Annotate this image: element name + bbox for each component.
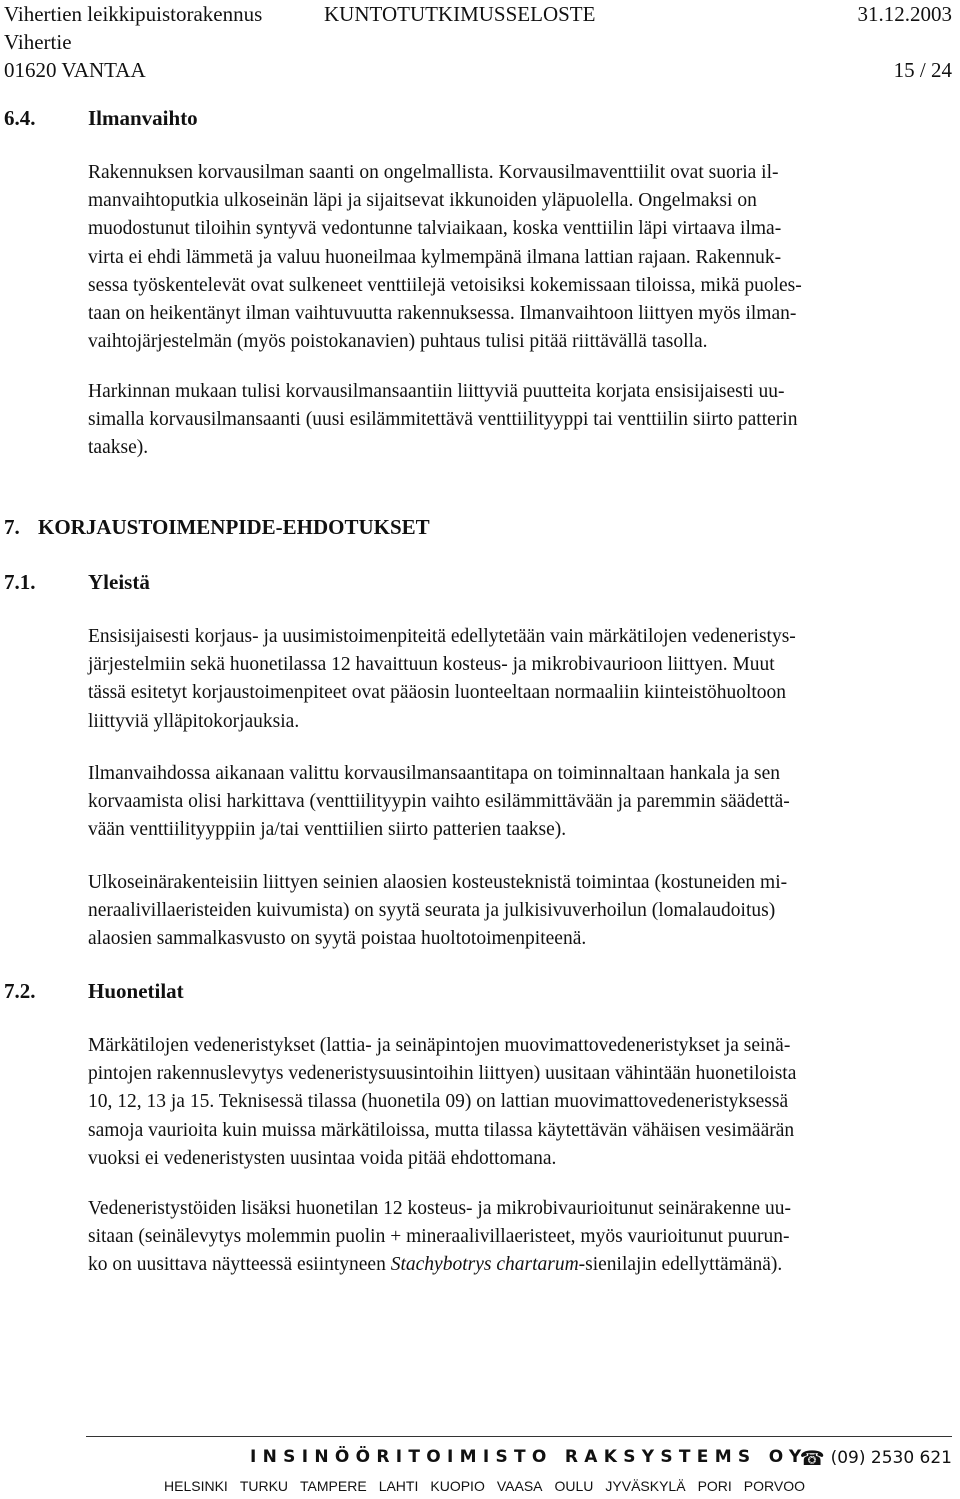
species-name: Stachybotrys chartarum xyxy=(390,1254,579,1276)
section-number: 6.4. xyxy=(4,106,36,130)
section-heading-7 xyxy=(4,515,430,540)
section-title: KORJAUSTOIMENPIDE-EHDOTUKSET xyxy=(38,515,430,539)
section-heading-6-4 xyxy=(4,106,198,131)
telephone-icon: ☎ xyxy=(799,1446,825,1470)
city: VAASA xyxy=(496,1478,543,1494)
header-doc-type: KUNTOTUTKIMUSSELOSTE xyxy=(324,2,596,26)
header-street: Vihertie xyxy=(4,30,72,54)
city: HELSINKI xyxy=(164,1478,228,1494)
header-org: Vihertien leikkipuistorakennus xyxy=(4,2,263,26)
city: KUOPIO xyxy=(430,1478,485,1494)
paragraph-general-3: Ulkoseinärakenteisiin liittyen seinien alaosien kosteusteknistä toimintaa (kostuneiden mi- neraalivillaeristeiden kuivumista) on syytä seurata ja julkisivuverhoilun (lomalaudoitus) alaosien sammalkasvusto on syytä poistaa huoltotoimenpiteenä. xyxy=(88,872,788,950)
paragraph-general-2: Ilmanvaihdossa aikanaan valittu korvausilmansaantitapa on toiminnaltaan hankala ja sen korvaamista olisi harkittava (venttiilityypin vaihto esilämmittävään ja paremmin säädettä- vään venttiilityyppiin ja/tai venttiilien siirto patterien taakse). xyxy=(88,763,790,841)
footer-cities xyxy=(164,1478,805,1494)
phone-number: (09) 2530 621 xyxy=(830,1448,952,1468)
city: TURKU xyxy=(239,1478,289,1494)
company-name: INSINÖÖRITOIMISTO RAKSYSTEMS OY xyxy=(250,1447,808,1467)
city: JYVÄSKYLÄ xyxy=(605,1478,686,1494)
city: TAMPERE xyxy=(300,1478,367,1494)
footer-phone xyxy=(800,1446,952,1470)
paragraph-ventilation-1: Rakennuksen korvausilman saanti on ongelmallista. Korvausilmaventtiilit ovat suoria il- manvaihtoputkia ulkoseinän läpi ja sijaitsevat ikkunoiden yläpuolella. Ongelmaksi on muodostunut tiloihin syntyvä vedontunne talviaikaan, koska venttiilin läpi virtaava ilma- virta ei ehdi lämmetä ja valuu huoneilmaa kylmempänä ilmana lattian rajaan. Rakennuk- sessa työskentelevät ovat sulkeneet venttiilejä vetoisiksi kokemissaan tiloissa, mikä puoles- taan on heikentänyt ilman vaihtuvuutta rakennuksessa. Ilmanvaihtoon liittyen myös ilman- vaihtojärjestelmän (myös poistokanavien) puhtaus tulisi pitää riittävällä tasolla. xyxy=(88,162,802,353)
paragraph-general-1: Ensisijaisesti korjaus- ja uusimistoimenpiteitä edellytetään vain märkätilojen vedeneristys- järjestelmiin sekä huonetilassa 12 havaittuun kosteus- ja mikrobivaurioon liittyen. Muut tässä esitetyt korjaustoimenpiteet ovat pääosin luonteeltaan normaaliin kiinteistöhuoltoon liittyviä ylläpitokorjauksia. xyxy=(88,626,796,732)
paragraph-rooms-2: Vedeneristystöiden lisäksi huonetilan 12 kosteus- ja mikrobivaurioitunut seinärakenne uu- sitaan (seinälevytys molemmin puolin + mineraalivillaeristeet, myös vaurioitunut puurun- ko on uusittava näytteessä esiintyneen Stachybotrys chartarum-sienilajin edellyttämänä). xyxy=(88,1198,791,1276)
section-heading-7-1 xyxy=(4,570,150,595)
paragraph-ventilation-2: Harkinnan mukaan tulisi korvausilmansaantiin liittyviä puutteita korjata ensisijaisesti uu- simalla korvausilmansaanti (uusi esilämmitettävä venttiilityyppi tai venttiilin siirto patterin taakse). xyxy=(88,381,798,459)
city: PORI xyxy=(697,1478,732,1494)
section-heading-7-2 xyxy=(4,979,184,1004)
paragraph-rooms-1: Märkätilojen vedeneristykset (lattia- ja seinäpintojen muovimattovedeneristykset ja seinä- pintojen rakennuslevytys vedeneristysuusintoihin liittyen) uusitaan vähintään huonetiloista 10, 12, 13 ja 15. Teknisessä tilassa (huonetila 09) on lattian muovimattovedeneristyksessä samoja vaurioita kuin muissa märkätiloissa, mutta tilassa käytettävän vähäisen vesimäärän vuoksi ei vedeneristysten uusintaa voida pitää ehdottomana. xyxy=(88,1035,797,1169)
city: LAHTI xyxy=(378,1478,419,1494)
section-number: 7. xyxy=(4,515,20,539)
section-title: Ilmanvaihto xyxy=(88,106,198,130)
city: OULU xyxy=(554,1478,594,1494)
footer-divider xyxy=(86,1436,952,1437)
section-number: 7.1. xyxy=(4,570,36,594)
section-number: 7.2. xyxy=(4,979,36,1003)
section-title: Huonetilat xyxy=(88,979,184,1003)
header-postal: 01620 VANTAA xyxy=(4,58,146,82)
section-title: Yleistä xyxy=(88,570,150,594)
page-number: 15 / 24 xyxy=(893,58,952,82)
header-date: 31.12.2003 xyxy=(857,2,952,26)
page-header xyxy=(4,0,952,84)
city: PORVOO xyxy=(743,1478,805,1494)
